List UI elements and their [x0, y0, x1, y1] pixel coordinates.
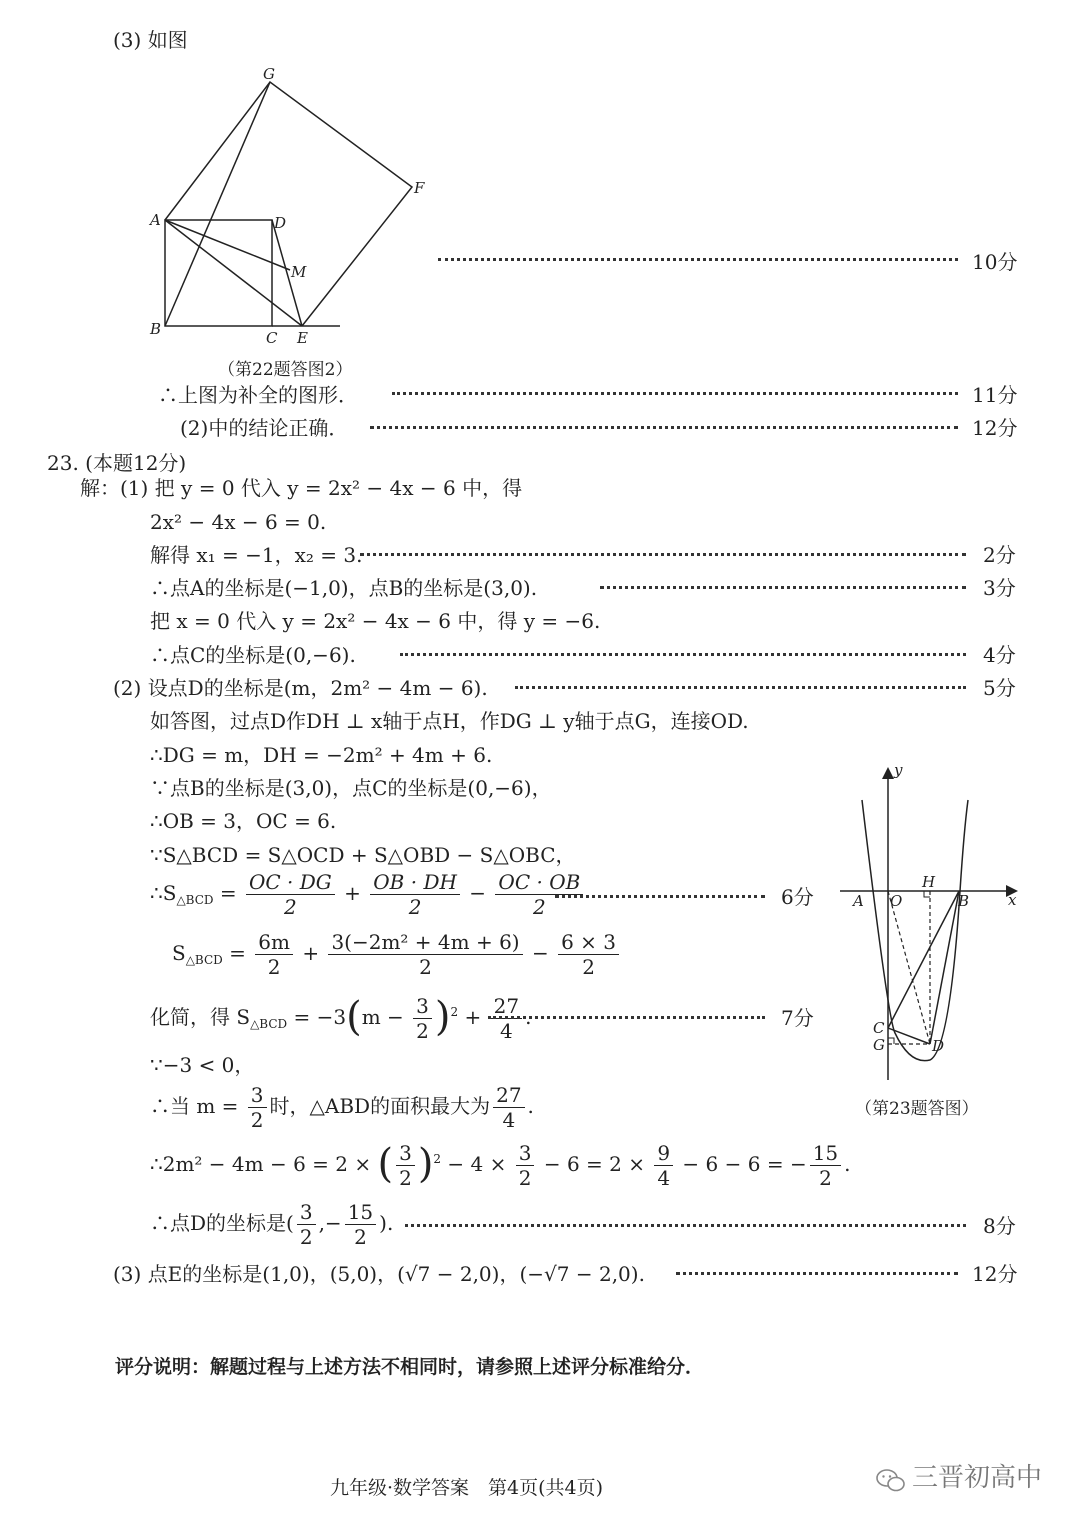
q23-area-formula-2: $S_{\triangle BCD}$ = $\frac{6m}{2}$ + $\frac{\text{3(−2m² + 4m + 6)}}{2}$ − $\frac{6 \times 3}{2}$	[172, 930, 622, 979]
fig22-label-M: M	[291, 263, 307, 281]
fig22-caption: （第22题答图2）	[218, 360, 353, 380]
score-4: 4分	[983, 643, 1016, 667]
score-12a: 12分	[972, 416, 1018, 440]
leader-dots	[392, 392, 958, 395]
part3-header: (3) 如图	[113, 28, 188, 52]
fig23-label-A: A	[853, 892, 864, 910]
q23-OB-OC: ∴OB = 3，OC = 6.	[150, 809, 337, 833]
leader-dots	[600, 586, 966, 589]
score-8: 8分	[983, 1214, 1016, 1238]
q23-D-setup: (2) 设点D的坐标是(m，2m² − 4m − 6).	[113, 676, 488, 700]
leader-dots	[676, 1272, 958, 1275]
leader-dots	[360, 553, 966, 556]
fig22-label-D: D	[274, 214, 287, 232]
fig23-label-x: x	[1008, 891, 1017, 909]
fig22-label-B: B	[150, 320, 162, 338]
q23-negative: ∵−3 < 0，	[150, 1053, 255, 1077]
q23-equation: 2x² − 4x − 6 = 0.	[150, 510, 327, 534]
fig23-label-G: G	[873, 1036, 885, 1054]
fig22-label-C: C	[266, 329, 278, 347]
leader-dots	[515, 686, 966, 689]
q23-area-relation: ∵S△BCD = S△OCD + S△OBD − S△OBC，	[150, 843, 576, 867]
leader-dots	[405, 1224, 966, 1227]
leader-dots	[438, 258, 958, 261]
q23-construction: 如答图，过点D作DH ⊥ x轴于点H，作DG ⊥ y轴于点G，连接OD.	[150, 709, 749, 733]
q23-BC-coords: ∵点B的坐标是(3,0)，点C的坐标是(0,−6)，	[150, 776, 552, 800]
q23-AB-coords: ∴点A的坐标是(−1,0)，点B的坐标是(3,0).	[150, 576, 538, 600]
leader-dots	[555, 895, 765, 898]
conclusion-line-2: (2)中的结论正确．	[180, 416, 349, 440]
q23-calc: ∴2m² − 4m − 6 = 2 × ( $\frac{3}{2}$ )$^2$ − 4 × $\frac{3}{2}$ − 6 = 2 × $\frac{9}{4}$ − 6 − 6 = − $\frac{15}{2}$ .	[150, 1141, 851, 1190]
score-6: 6分	[781, 885, 814, 909]
conclusion-line-1: ∴上图为补全的图形．	[158, 383, 358, 407]
figure-22	[140, 60, 440, 360]
q23-roots: 解得 x₁ = −1，x₂ = 3.	[150, 543, 363, 567]
q23-title: 23. (本题12分)	[47, 451, 187, 475]
score-2: 2分	[983, 543, 1016, 567]
score-12b: 12分	[972, 1262, 1018, 1286]
q23-E-coords: (3) 点E的坐标是(1,0)，(5,0)，(√7 − 2,0)，(−√7 − 2,0).	[113, 1262, 645, 1286]
q23-C-coord: ∴点C的坐标是(0,−6).	[150, 643, 356, 667]
fig22-label-A: A	[150, 211, 161, 229]
grading-note: 评分说明：解题过程与上述方法不相同时，请参照上述评分标准给分．	[115, 1356, 705, 1378]
leader-dots	[400, 653, 966, 656]
q23-area-formula-1: $\therefore S_{\triangle BCD}$ = $\frac{OC \cdot DG}{2}$ + $\frac{OB \cdot DH}{2}$ − $\frac{OC \cdot OB}{2}$	[150, 870, 586, 919]
score-10: 10分	[972, 250, 1018, 274]
q23-max-area: ∴当 m = $\frac{3}{2}$ 时，△ABD的面积最大为 $\frac{27}{4}$ .	[150, 1083, 534, 1132]
fig23-label-O: O	[890, 892, 903, 910]
q23-simplify: 化简，得 $S_{\triangle BCD} = -3(m$ − $\frac{3}{2}$ )$^2$ + $\frac{27}{4}$ .	[150, 994, 532, 1043]
leader-dots	[370, 426, 958, 429]
wechat-icon	[876, 1468, 906, 1494]
fig23-label-D: D	[932, 1037, 945, 1055]
leader-dots	[488, 1016, 765, 1019]
q23-DG-DH: ∴DG = m，DH = −2m² + 4m + 6.	[150, 743, 493, 767]
fig22-label-E: E	[297, 329, 308, 347]
figure-23	[840, 760, 1040, 1100]
page-footer: 九年级·数学答案 第4页(共4页)	[330, 1477, 604, 1499]
watermark: 三晋初高中	[912, 1463, 1043, 1493]
q23-x0-sub: 把 x = 0 代入 y = 2x² − 4x − 6 中，得 y = −6.	[150, 609, 601, 633]
score-7: 7分	[781, 1006, 814, 1030]
fig23-caption: （第23题答图）	[855, 1099, 979, 1119]
fig23-label-C: C	[873, 1019, 885, 1037]
fig22-label-G: G	[263, 65, 275, 83]
fig23-label-H: H	[922, 873, 936, 891]
score-11: 11分	[972, 383, 1018, 407]
fig23-label-B: B	[958, 892, 970, 910]
q23-solve-1: 解：(1) 把 y = 0 代入 y = 2x² − 4x − 6 中，得	[80, 476, 523, 500]
fig23-label-y: y	[894, 761, 903, 779]
fig22-label-F: F	[414, 179, 425, 197]
score-3: 3分	[983, 576, 1016, 600]
score-5: 5分	[983, 676, 1016, 700]
q23-D-coord: ∴点D的坐标是( $\frac{3}{2}$ ,− $\frac{15}{2}$ ).	[150, 1200, 394, 1249]
